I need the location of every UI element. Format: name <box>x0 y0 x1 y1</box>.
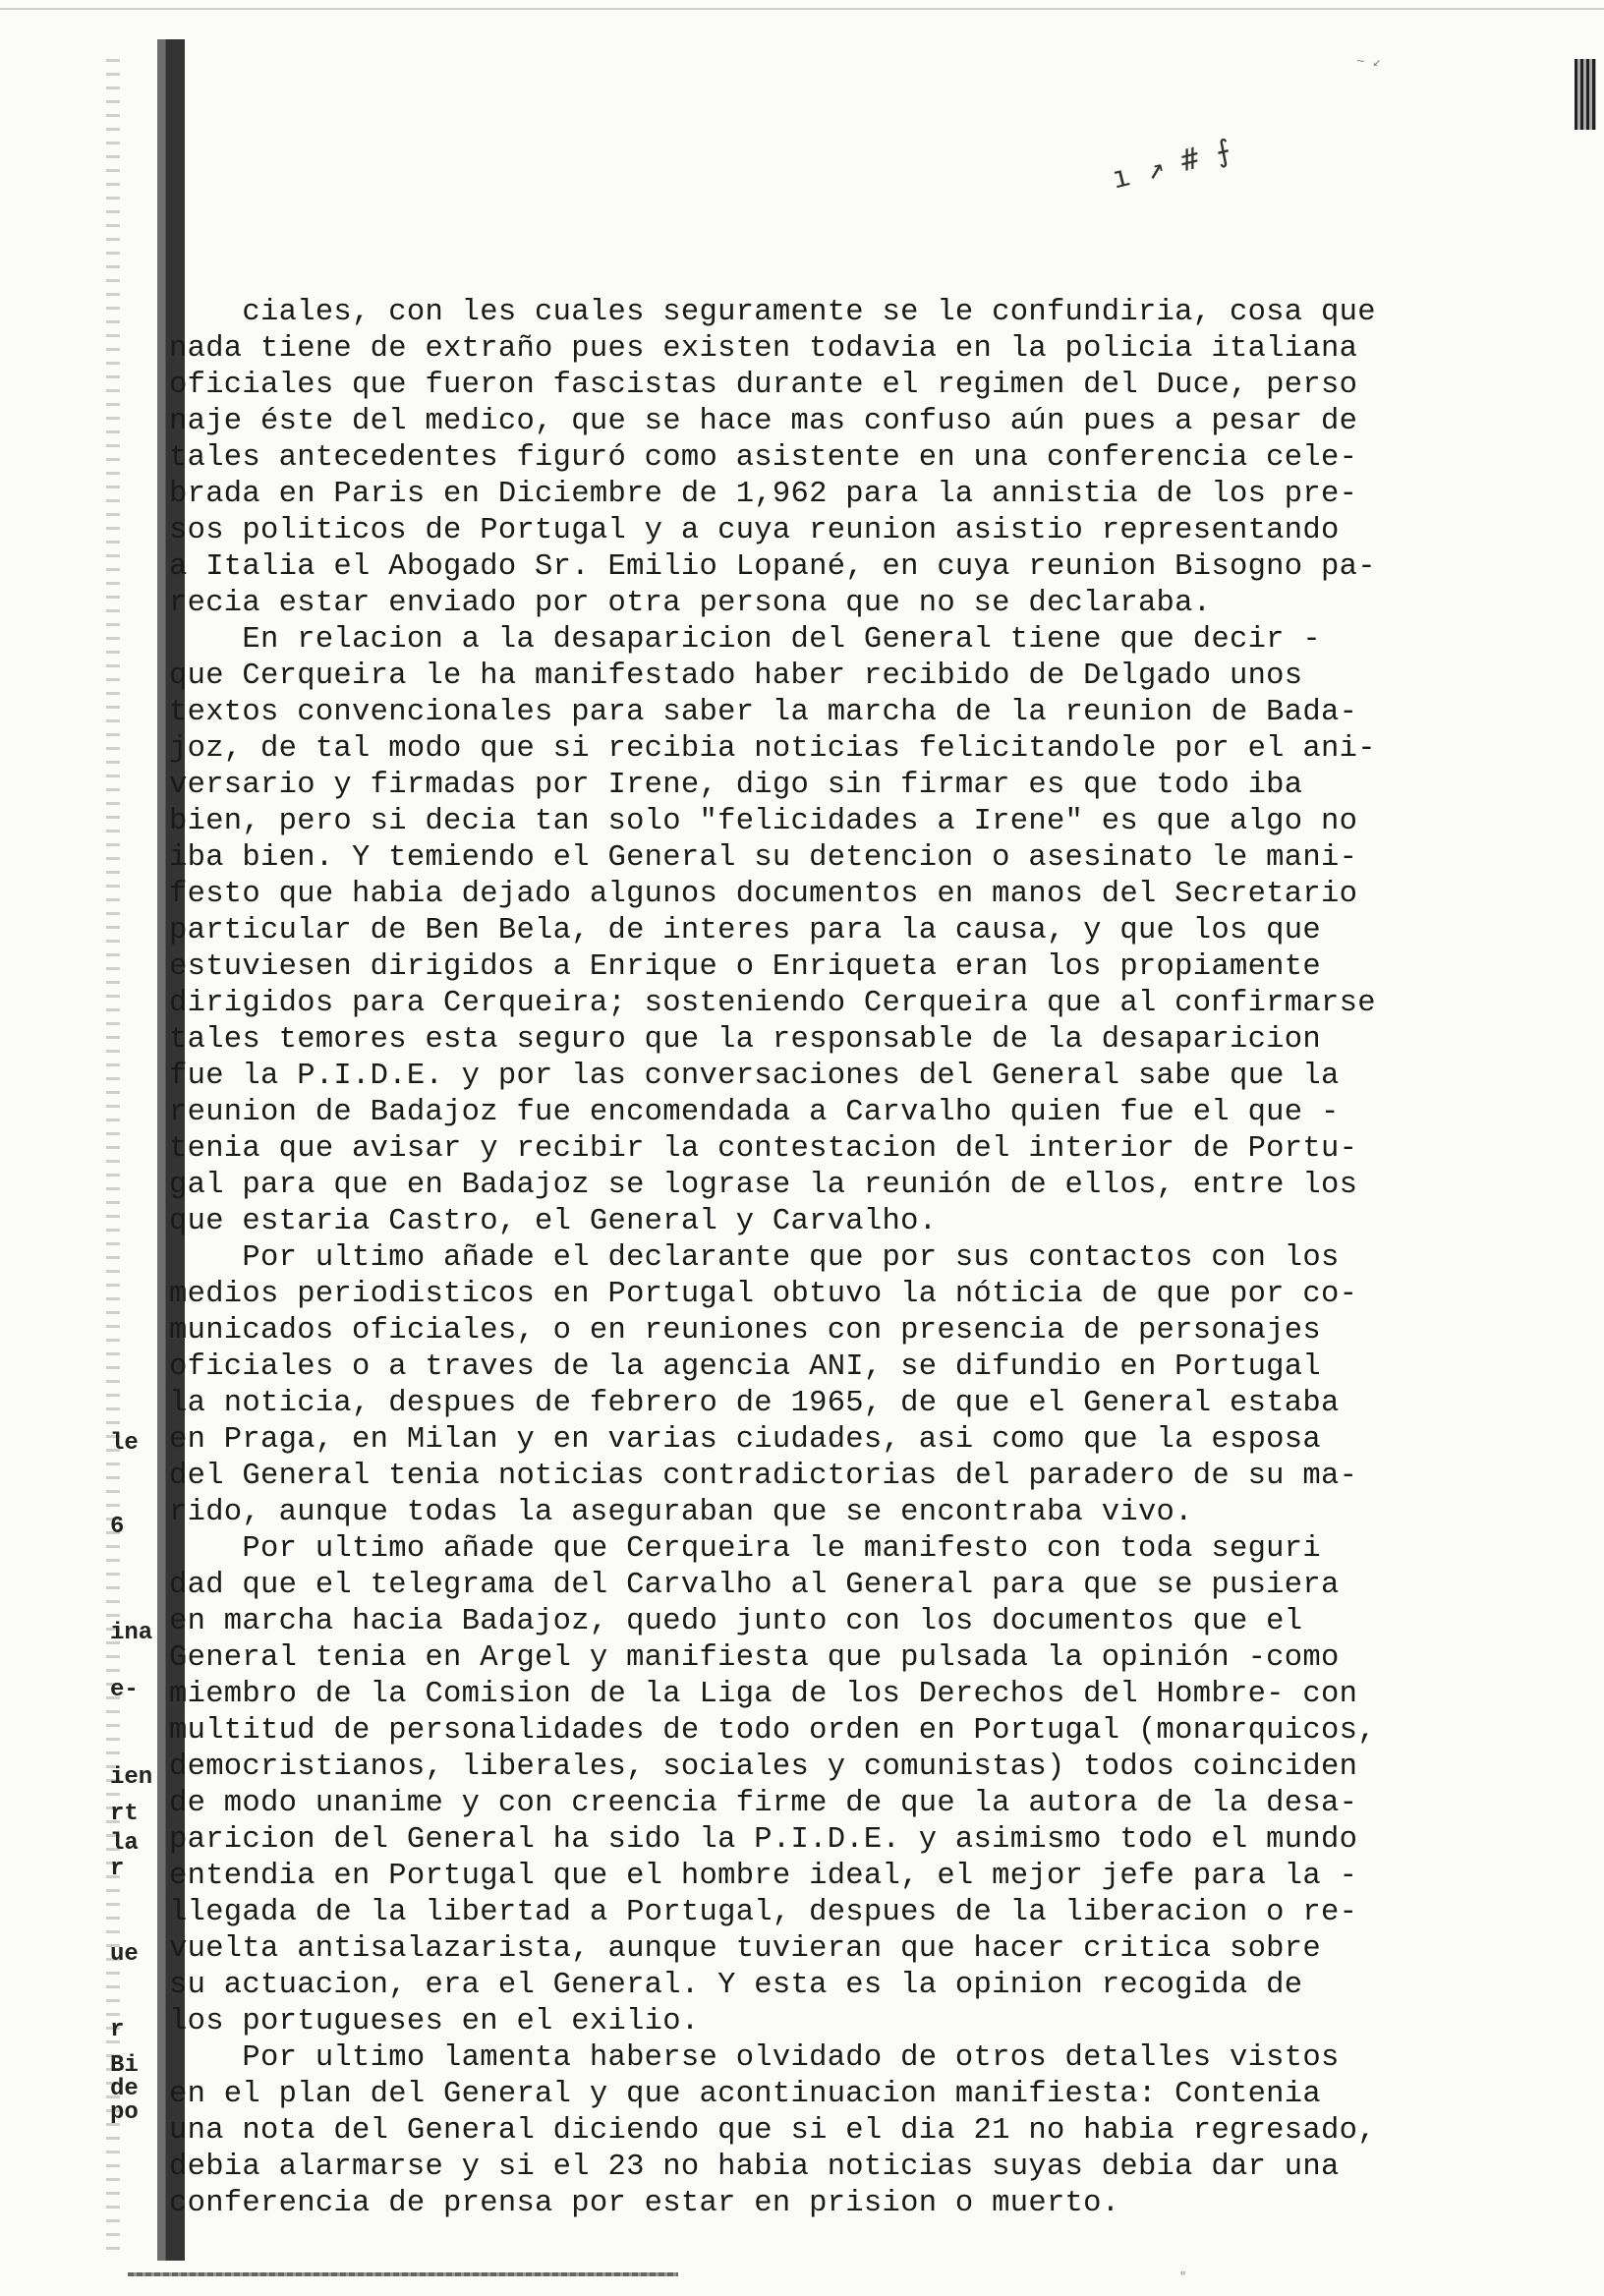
text-line: que Cerqueira le ha manifestado haber recibido de Delgado unos <box>169 660 1303 693</box>
text-line: gal para que en Badajoz se lograse la reunión de ellos, entre los <box>169 1169 1358 1202</box>
text-line: oficiales que fueron fascistas durante el regimen del Duce, perso <box>169 369 1358 402</box>
margin-fragment: le <box>110 1430 139 1457</box>
text-line: miembro de la Comision de la Liga de los Derechos del Hombre- con <box>169 1678 1358 1711</box>
text-line: en el plan del General y que acontinuacion manifiesta: Contenia <box>169 2078 1321 2111</box>
margin-fragment: r <box>110 2017 125 2043</box>
text-line: los portugueses en el exilio. <box>169 2005 700 2038</box>
text-line: oficiales o a traves de la agencia ANI, se difundio en Portugal <box>169 1350 1321 1384</box>
margin-fragment: Bi <box>110 2052 139 2079</box>
text-line: tenia que avisar y recibir la contestacion del interior de Portu- <box>169 1132 1358 1166</box>
text-line: del General tenia noticias contradictorias del paradero de su ma- <box>169 1460 1358 1493</box>
top-rule <box>0 8 1604 10</box>
text-line: tales temores esta seguro que la responsable de la desaparicion <box>169 1023 1321 1057</box>
text-line: textos convencionales para saber la marcha de la reunion de Bada- <box>169 696 1358 729</box>
margin-fragment: rt <box>110 1801 139 1827</box>
text-line: festo que habia dejado algunos documentos en manos del Secretario <box>169 878 1358 911</box>
text-line: nada tiene de extraño pues existen todavia en la policia italiana <box>169 332 1358 366</box>
text-line: que estaria Castro, el General y Carvalho. <box>169 1205 938 1238</box>
text-line: medios periodisticos en Portugal obtuvo la nóticia de que por co- <box>169 1278 1358 1311</box>
text-line: vuelta antisalazarista, aunque tuvieran que hacer critica sobre <box>169 1932 1321 1966</box>
text-line: dirigidos para Cerqueira; sosteniendo Cerqueira que al confirmarse <box>169 987 1376 1020</box>
margin-fragment: e- <box>110 1677 139 1703</box>
text-line: particular de Ben Bela, de interes para la causa, y que los que <box>169 914 1321 947</box>
text-line: rido, aunque todas la aseguraban que se encontraba vivo. <box>169 1496 1193 1529</box>
handwritten-mark: ı ↗ # ⨍ <box>1108 133 1235 197</box>
text-line: estuviesen dirigidos a Enrique o Enriqueta eran los propiamente <box>169 950 1321 984</box>
document-body <box>169 295 1417 2222</box>
text-line: Por ultimo añade el declarante que por sus contactos con los <box>169 1241 1340 1275</box>
text-line: ciales, con les cuales seguramente se le confundiria, cosa que <box>169 296 1376 329</box>
bottom-mark: " <box>1179 2270 1187 2284</box>
margin-fragment: r <box>110 1856 125 1882</box>
text-line: debia alarmarse y si el 23 no habia noticias suyas debia dar una <box>169 2151 1340 2184</box>
text-line: a Italia el Abogado Sr. Emilio Lopané, en cuya reunion Bisogno pa- <box>169 550 1376 584</box>
text-line: tales antecedentes figuró como asistente en una conferencia cele- <box>169 441 1358 475</box>
text-line: municados oficiales, o en reuniones con presencia de personajes <box>169 1314 1321 1348</box>
edge-mark <box>1575 59 1596 130</box>
text-line: democristianos, liberales, sociales y comunistas) todos coinciden <box>169 1751 1358 1784</box>
margin-fragment: ue <box>110 1941 139 1968</box>
text-line: fue la P.I.D.E. y por las conversaciones del General sabe que la <box>169 1060 1340 1093</box>
text-line: la noticia, despues de febrero de 1965, de que el General estaba <box>169 1387 1340 1420</box>
corner-mark: ~ ↙ <box>1356 55 1382 71</box>
text-line: reunion de Badajoz fue encomendada a Carvalho quien fue el que - <box>169 1096 1340 1129</box>
left-bleed-through <box>106 59 120 2261</box>
text-line: En relacion a la desaparicion del General tiene que decir - <box>169 623 1321 657</box>
text-line: recia estar enviado por otra persona que no se declaraba. <box>169 587 1212 620</box>
text-line: multitud de personalidades de todo orden en Portugal (monarquicos, <box>169 1714 1376 1748</box>
margin-fragment: la <box>110 1830 139 1857</box>
text-line: bien, pero si decia tan solo "felicidades a Irene" es que algo no <box>169 805 1358 838</box>
bottom-rule <box>128 2272 678 2276</box>
margin-fragment: po <box>110 2099 139 2126</box>
text-line: versario y firmadas por Irene, digo sin firmar es que todo iba <box>169 769 1303 802</box>
margin-fragment: ina <box>110 1620 153 1646</box>
text-line: General tenia en Argel y manifiesta que pulsada la opinión -como <box>169 1641 1340 1675</box>
text-line: conferencia de prensa por estar en prision o muerto. <box>169 2187 1120 2220</box>
text-line: su actuacion, era el General. Y esta es la opinion recogida de <box>169 1969 1303 2002</box>
text-line: brada en Paris en Diciembre de 1,962 para la annistia de los pre- <box>169 478 1358 511</box>
text-line: Por ultimo lamenta haberse olvidado de otros detalles vistos <box>169 2041 1340 2075</box>
text-line: entendia en Portugal que el hombre ideal, el mejor jefe para la - <box>169 1860 1358 1893</box>
text-line: Por ultimo añade que Cerqueira le manifesto con toda seguri <box>169 1532 1321 1566</box>
text-line: iba bien. Y temiendo el General su detencion o asesinato le mani- <box>169 841 1358 875</box>
text-line: joz, de tal modo que si recibia noticias felicitandole por el ani- <box>169 732 1376 766</box>
text-line: sos politicos de Portugal y a cuya reunion asistio representando <box>169 514 1340 547</box>
text-line: en Praga, en Milan y en varias ciudades, asi como que la esposa <box>169 1423 1321 1457</box>
text-line: en marcha hacia Badajoz, quedo junto con los documentos que el <box>169 1605 1303 1638</box>
margin-fragment: 6 <box>110 1514 125 1540</box>
text-line: una nota del General diciendo que si el dia 21 no habia regresado, <box>169 2114 1376 2148</box>
margin-fragment: de <box>110 2076 139 2102</box>
text-line: llegada de la libertad a Portugal, despues de la liberacion o re- <box>169 1896 1358 1929</box>
text-line: naje éste del medico, que se hace mas confuso aún pues a pesar de <box>169 405 1358 438</box>
text-line: de modo unanime y con creencia firme de que la autora de la desa- <box>169 1787 1358 1820</box>
text-line: paricion del General ha sido la P.I.D.E. y asimismo todo el mundo <box>169 1823 1358 1857</box>
margin-fragment: ien <box>110 1764 153 1791</box>
text-line: dad que el telegrama del Carvalho al General para que se pusiera <box>169 1569 1340 1602</box>
